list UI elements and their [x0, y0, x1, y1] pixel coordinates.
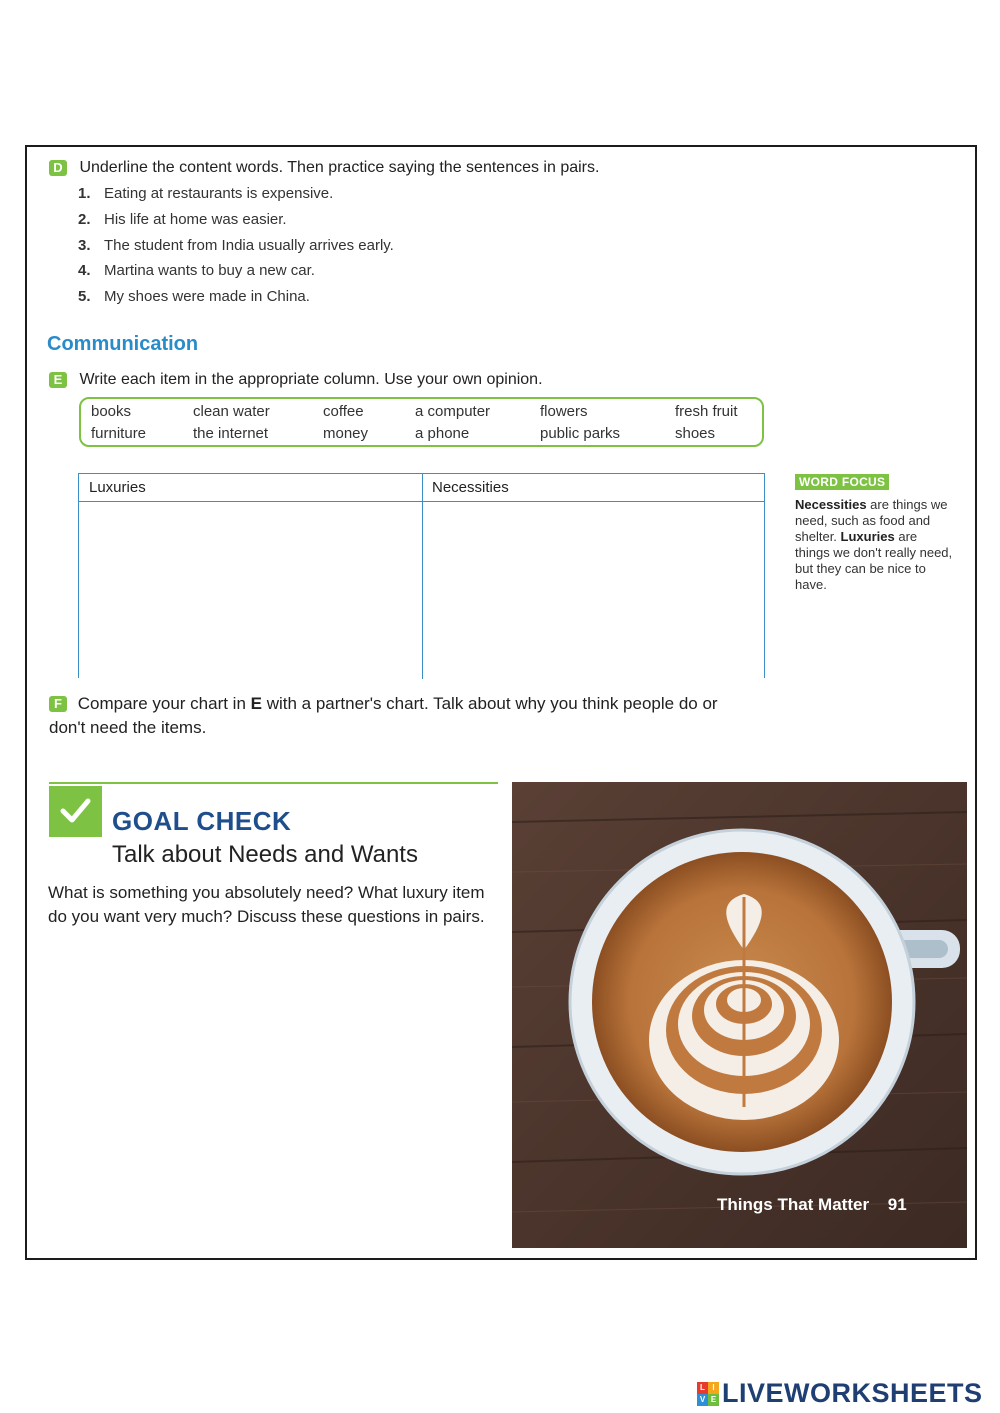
- list-item: [78, 211, 287, 228]
- item-number: 4.: [78, 262, 91, 279]
- item-text: Martina wants to buy a new car.: [104, 262, 315, 279]
- section-d-header: [49, 159, 599, 177]
- section-e-header: [49, 371, 543, 389]
- item-text: Eating at restaurants is expensive.: [104, 185, 334, 202]
- logo-letter: V: [697, 1394, 708, 1406]
- goal-check-title: GOAL CHECK: [112, 806, 292, 836]
- coffee-photo: [512, 782, 967, 1248]
- word-focus-text: [795, 497, 955, 593]
- word-bank-item[interactable]: flowers: [540, 403, 588, 420]
- goal-check-body: What is something you absolutely need? What luxury item do you want very much? Discuss these questions in pairs.: [48, 883, 485, 926]
- word-bank-item[interactable]: fresh fruit: [675, 403, 738, 420]
- logo-letter: L: [697, 1382, 708, 1394]
- word-focus-tag: WORD FOCUS: [795, 474, 889, 490]
- liveworksheets-wordmark: LIVEWORKSHEETS: [722, 1378, 983, 1408]
- word-bank-item[interactable]: a computer: [415, 403, 491, 420]
- communication-heading: Communication: [47, 333, 199, 355]
- liveworksheets-logo: [697, 1378, 983, 1409]
- word-bank-item[interactable]: shoes: [675, 425, 716, 442]
- list-item: [78, 237, 394, 254]
- word-bank-item[interactable]: public parks: [540, 425, 621, 442]
- necessities-header: Necessities: [432, 479, 509, 496]
- logo-letter: I: [708, 1382, 719, 1394]
- item-number: 5.: [78, 288, 91, 305]
- luxuries-necessities-chart: [78, 473, 765, 678]
- item-text: My shoes were made in China.: [104, 288, 310, 305]
- luxuries-header: Luxuries: [89, 479, 146, 496]
- checkmark-icon: [49, 786, 102, 837]
- list-item: [78, 185, 333, 202]
- section-e-badge: E: [49, 372, 67, 388]
- item-number: 1.: [78, 185, 91, 202]
- word-focus-term: Necessities: [795, 497, 867, 512]
- section-d-instruction: Underline the content words. Then practice saying the sentences in pairs.: [79, 159, 600, 176]
- word-bank-item[interactable]: money: [323, 425, 369, 442]
- goal-check-subtitle: Talk about Needs and Wants: [112, 841, 418, 868]
- logo-letter: E: [708, 1394, 719, 1406]
- list-item: [78, 288, 310, 305]
- page-footer: [717, 1195, 907, 1215]
- section-f-badge: F: [49, 696, 67, 712]
- list-item: [78, 262, 315, 279]
- word-bank-item[interactable]: a phone: [415, 425, 470, 442]
- word-bank-item[interactable]: books: [91, 403, 132, 420]
- section-e-instruction: Write each item in the appropriate column. Use your own opinion.: [79, 371, 543, 388]
- section-f: [49, 692, 739, 740]
- word-bank-item[interactable]: furniture: [91, 425, 147, 442]
- section-d-badge: D: [49, 160, 67, 176]
- word-focus-definition: are things we don't really need, but they can be nice to have.: [795, 529, 953, 592]
- section-f-text-start: Compare your chart in: [77, 694, 251, 713]
- word-focus-definition: are things we need, such as food and shelter.: [795, 497, 948, 544]
- goal-check-rule: [49, 782, 498, 784]
- page-number: 91: [887, 1195, 907, 1214]
- goal-check-box: [49, 786, 102, 837]
- word-bank-item[interactable]: the internet: [193, 425, 269, 442]
- liveworksheets-icon: [697, 1382, 719, 1406]
- word-bank-item[interactable]: clean water: [193, 403, 270, 420]
- item-text: The student from India usually arrives early.: [104, 237, 394, 254]
- item-text: His life at home was easier.: [104, 211, 287, 228]
- section-f-ref: E: [250, 694, 262, 713]
- word-focus-term: Luxuries: [840, 529, 895, 544]
- footer-title: Things That Matter: [717, 1195, 870, 1214]
- section-f-text-end: with a partner's chart. Talk about why you think people do or don't need the items.: [49, 694, 718, 737]
- luxuries-drop-zone[interactable]: [79, 502, 422, 679]
- word-bank-item[interactable]: coffee: [323, 403, 364, 420]
- necessities-drop-zone[interactable]: [423, 502, 766, 679]
- item-number: 2.: [78, 211, 91, 228]
- item-number: 3.: [78, 237, 91, 254]
